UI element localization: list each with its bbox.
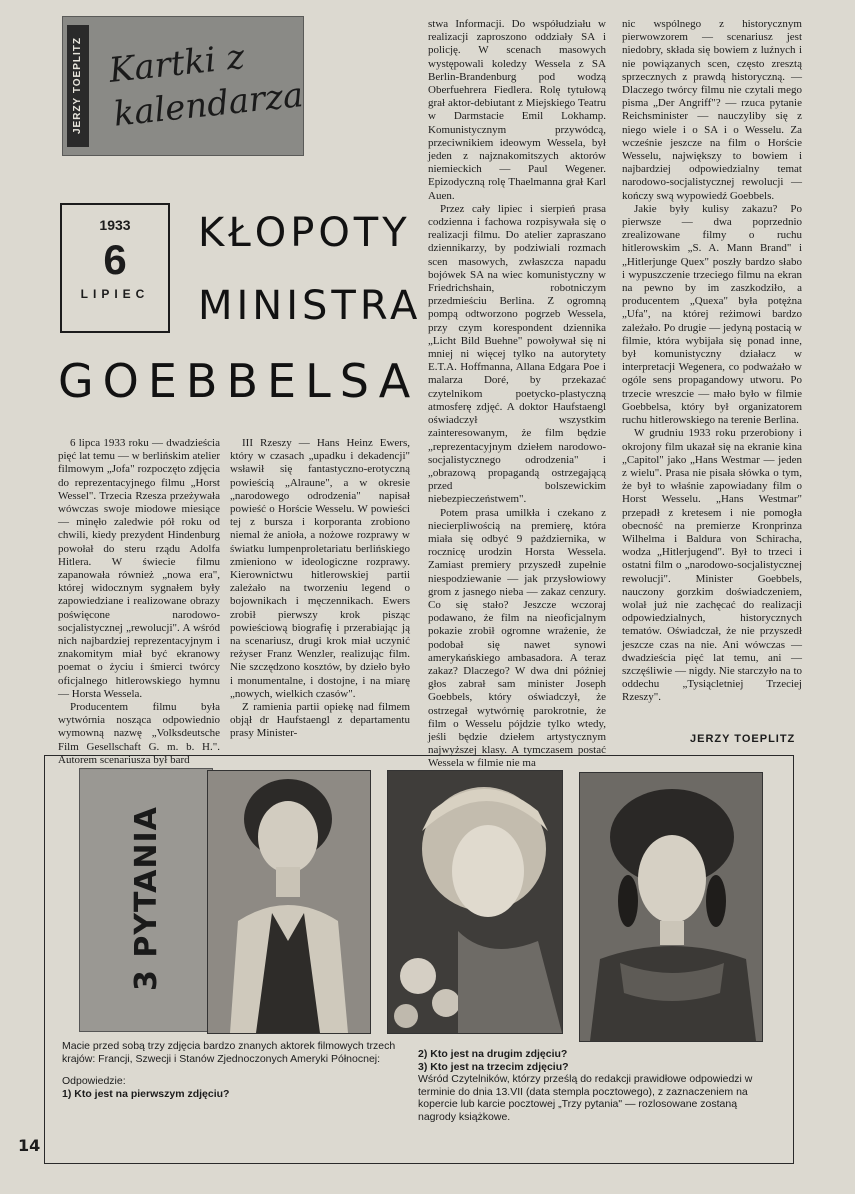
article-column-4: [622, 18, 802, 746]
quiz-question-2: 2) Kto jest na drugim zdjęciu?: [418, 1048, 568, 1060]
headline-line-1: KŁOPOTY: [198, 210, 411, 256]
paragraph: W grudniu 1933 roku przerobiony i okrojony film ukazał się na ekranie kina „Capitol" jako „Hans Westmar — jeden z wielu". Prasa nie pisała słówka o tym, że był to właśnie zapowiadany film o Horst Wesselu. „Hans Westmar" przepadł z kretesem i nie pomogła obecność na premierze Kronprinza Wilhelma i Baldura von Schiracha, wodza „Hitlerjugend". Był to trzeci i ostatni film o „narodowo-socjalistycznej rewolucji". Minister Goebbels, nauczony gorzkim doświadczeniem, wolał już nie zachęcać do realizacji odpowiedzialnych, historycznych tematów. Oświadczał, że nie przyszedł jeszcze czas na nie. Ani wówczas — dwadzieścia pięć lat temu, ani — szczęśliwie — nigdy. Nie starczyło na to oddechu „Tysiącletniej Trzeciej Rzeszy".: [622, 427, 802, 704]
author-tab: JERZY TOEPLITZ: [67, 25, 89, 147]
paragraph: III Rzeszy — Hans Heinz Ewers, który w czasach „upadku i dekadencji" wsławił się fantastyczno-erotyczną powieścią „Alraune", a w okresie „narodowego odrodzenia" napisał powieść o Horście Wesselu. W powieści tej z bursza i korporanta zrobiono niemal że anioła, a nożowe rozprawy w światku lumpenproletariatu berlińskiego zmieniono w ideologiczne rozprawy. Kierownictwu hitlerowskiej partii zależało na tworzeniu legend o bojownikach i męczennikach. Ewers zrobił pierwszy krok pisząc powieściową biografię i przerabiając ją na scenariusz, drugi krok miał uczynić reżyser Franz Wenzler, realizując film. Nie szczędzono kosztów, by dzieło było i monumentalne, i dostojne, i na miarę „nowych, wielkich czasów".: [230, 437, 410, 700]
article-column-1: [58, 437, 220, 766]
quiz-right-text: [418, 1048, 768, 1123]
page-number: 14: [18, 1136, 41, 1155]
quiz-rules: Wśród Czytelników, którzy prześlą do redakcji prawidłowe odpowiedzi w terminie do dnia 13.VII (data stempla pocztowego), z zaznaczeniem na kopercie lub karcie pocztowej „Trzy pytania" — rozlosowane zostaną nagrody książkowe.: [418, 1073, 753, 1123]
headline-line-2: MINISTRA: [198, 283, 422, 329]
actress-photo-2: [387, 770, 563, 1034]
quiz-question-3: 3) Kto jest na trzecim zdjęciu?: [418, 1060, 569, 1073]
paragraph: Potem prasa umilkła i czekano z niecierpliwością na premierę, która miała się odbyć 9 października, w rocznicę urodzin Horsta Wessela. Zamiast premiery przyszedł zupełnie niespodziewanie — jak przysłowiowy grom z jasnego nieba — zakaz cenzury. Co się stało? Jeszcze wczoraj podawano, że film na nieoficjalnym pokazie zrobił ogromne wrażenie, że podobał się nawet synowi amerykańskiego ambasadora. A teraz zakaz? Dlaczego? W dwa dni później głos zabrał sam minister Joseph Goebbels, który oświadczył, że ostrzegał wytwórnię parokrotnie, że film o Wesselu pójdzie tylko wtedy, jeśli będzie dziełem artystycznym najwyższej klasy. A tymczasem postać Wessela w filmie nie ma: [428, 506, 606, 770]
date-year: 1933: [99, 217, 131, 233]
paragraph: Z ramienia partii opiekę nad filmem objął dr Haufstaengl z departamentu prasy Minister-: [230, 701, 410, 740]
section-banner: [62, 16, 304, 156]
quiz-answers-label: Odpowiedzie:: [62, 1075, 126, 1087]
date-box: [60, 203, 170, 333]
paragraph: Producentem filmu była wytwórnia nosząca odpowiednio wymowną nazwę „Volksdeutsche Film Gesellschaft G. m. b. H.". Autorem scenariusza był bard: [58, 701, 220, 766]
paragraph: 6 lipca 1933 roku — dwadzieścia pięć lat temu — w berlińskim atelier filmowym „Jofa" rozpoczęto zdjęcia do reprezentacyjnego filmu „Horst Wessel". Trzecia Rzesza przeżywała wówczas swoje miodowe miesiące — minęło zaledwie pół roku od chwili, kiedy prezydent Hindenburg powołał do steru rządu Adolfa Hitlera. W świecie filmu zapanowała również „nowa era", której widocznym sygnałem były zapowiedziane i realizowane obrazy poświęcone narodowo-socjalistycznej „rewolucji". A wśród nich najbardziej reprezentacyjnym i znakomitym miał być ekranowy poemat o życiu i śmierci twórcy oficjalnego hitlerowskiego hymnu — Horsta Wessela.: [58, 437, 220, 700]
actress-photo-3: [579, 772, 763, 1042]
actress-photo-1: [207, 770, 371, 1034]
date-month: LIPIEC: [80, 287, 150, 301]
quiz-logo-text: 3 PYTANIA: [129, 806, 164, 992]
quiz-question-1: 1) Kto jest na pierwszym zdjęciu?: [62, 1087, 230, 1100]
date-day: 6: [103, 236, 127, 283]
article-signature: JERZY TOEPLITZ: [690, 733, 796, 745]
paragraph: Jakie były kulisy zakazu? Po pierwsze — dwa poprzednio zrealizowane filmy o ruchu hitlerowskim „S. A. Mann Brand" i „Hitlerjunge Quex" poszły bardzo słabo i wypuszczenie trzeciego filmu na ekran na pewno by im zaszkodziło, a producentem „Quexa" była potężna „Ufa", na której reżimowi bardzo zależało. Po drugie — jedyną postacią w filmie, która wybijała się ponad inne, był komunistyczny działacz w interpretacji Wegenera, co podważało w ogóle sens propagandowy utworu. Po trzecie wreszcie — mało było w filmie Goebbelsa, który był organizatorem ruchu hitlerowskiego na terenie Berlina.: [622, 202, 802, 427]
paragraph: stwa Informacji. Do współudziału w realizacji zaproszono oddziały SA i policję. W scenach masowych występowali koledzy Wessela z SA Berlin-Brandenburg pod wodzą Oberfuehrera Fiedlera. Rolę tytułową grał aktor-debiutant z Miejskiego Teatru w Darmstacie Emil Lokhamp. Komunistycznym przywódcą, przeciwnikiem ideowym Wessela, był jeden z najznakomitszych aktorów niemieckich — Paul Wegener. Epizodyczną rolę Thaelmanna grał Karl Auen.: [428, 18, 606, 202]
headline-line-3: GOEBBELSA: [58, 354, 420, 408]
quiz-logo: [79, 768, 213, 1032]
quiz-intro: Macie przed sobą trzy zdjęcia bardzo znanych aktorek filmowych trzech krajów: Francji, Szwecji i Stanów Zjednoczonych Ameryki Północnej:: [62, 1040, 396, 1065]
article-column-2: [230, 437, 410, 742]
article-column-3: [428, 18, 606, 770]
section-title: Kartki z kalendarza: [107, 36, 306, 135]
quiz-left-text: [62, 1040, 402, 1100]
paragraph: nic wspólnego z historycznym pierwowzorem — scenariusz jest niedobry, składa się bowiem z luźnych i nie powiązanych scen, często zresztą sprzecznych z prawdą historyczną. — Dlaczego twórcy filmu nie czytali mego pisma „Der Angriff"? — rzuca pytanie Reichsminister — nauczyliby się z niego wiele i o SA i o Wesselu. Za wcześnie jeszcze na film o Horście Wesselu, największy to bowiem i najbardziej odpowiedzialny temat narodowo-socjalistycznej rewolucji — kończy swą wypowiedź Goebbels.: [622, 18, 802, 202]
paragraph: Przez cały lipiec i sierpień prasa codzienna i fachowa rozpisywała się o realizacji filmu. Do atelier zapraszano dziennikarzy, by podziwiali rozmach scen masowych, zwłaszcza napadu bojówek SA na wiec komunistyczny w Friedrichshain, robotniczym przedmieściu Berlina. Z ogromną pompą odtworzono pogrzeb Wessela, przy czym korespondent dziennika „Licht Bild Buehne" powoływał się ni mniej ni więcej tylko na autorytety E.T.A. Hoffmanna, Allana Edgara Poe i malarza Doré, by przekazać czytelnikom poetycko-plastyczną atmosferę zdjęć. A doktor Haufstaengl oświadczył wszystkim zainteresowanym, że film będzie „reprezentacyjnym dziełem narodowo-socjalistycznego odrodzenia" i „obrazową propagandą ostrzegającą przed bolszewickim niebezpieczeństwem".: [428, 202, 606, 506]
